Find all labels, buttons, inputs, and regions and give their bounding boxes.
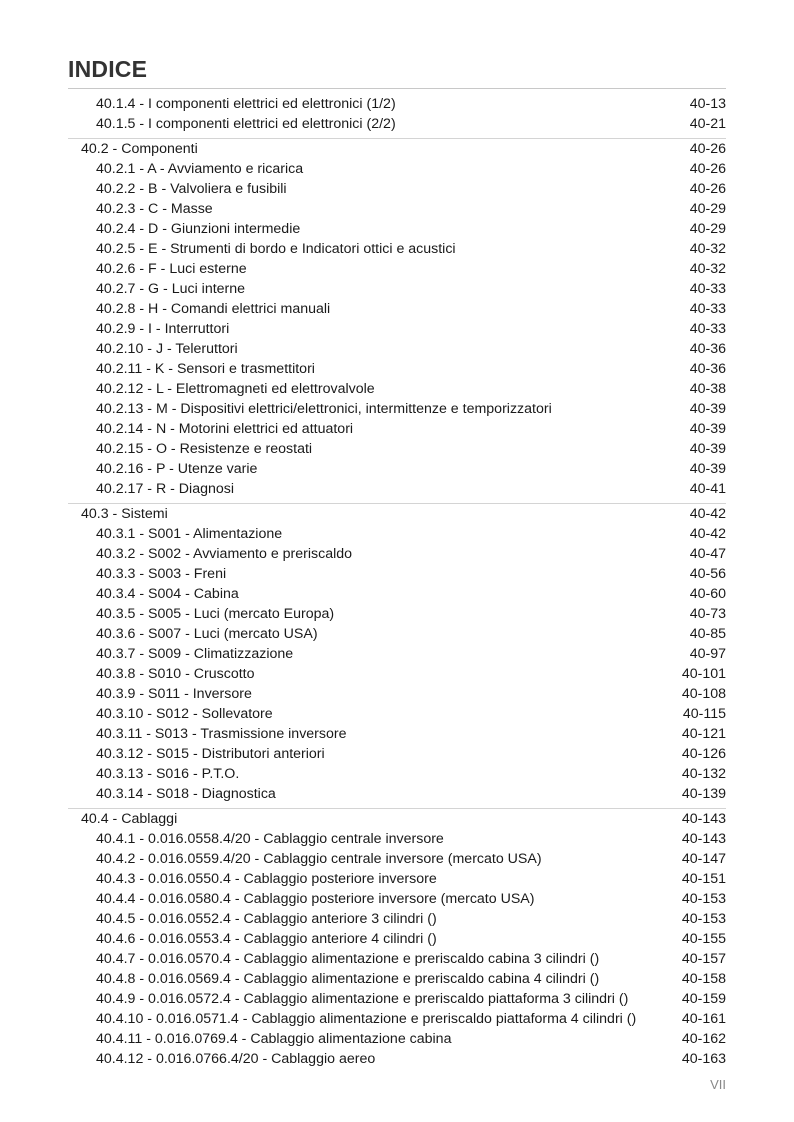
toc-entry-title: 40.3.14 - S018 - Diagnostica [96, 786, 276, 802]
toc-entry-title: 40.2.17 - R - Diagnosi [96, 481, 235, 497]
toc-entry[interactable] [68, 239, 726, 259]
toc-entry-page: 40-60 [689, 586, 726, 602]
toc-entry-title: 40.2.9 - I - Interruttori [96, 321, 230, 337]
toc-entry-page: 40-155 [681, 931, 726, 947]
toc-entry-title: 40.3.11 - S013 - Trasmissione inversore [96, 726, 347, 742]
toc-entry-title: 40.2.13 - M - Dispositivi elettrici/elettronici, intermittenze e temporizzatori [96, 401, 552, 417]
toc-entry[interactable] [68, 459, 726, 479]
toc-entry[interactable] [68, 94, 726, 114]
toc-entry-page: 40-39 [689, 421, 726, 437]
toc-entry-title: 40.4.9 - 0.016.0572.4 - Cablaggio alimentazione e preriscaldo piattaforma 3 cilindri () [96, 991, 629, 1007]
toc-entry[interactable] [68, 359, 726, 379]
toc-entry[interactable] [68, 439, 726, 459]
toc-entry[interactable] [68, 199, 726, 219]
toc-entry-page: 40-21 [689, 116, 726, 132]
toc-entry-page: 40-32 [689, 261, 726, 277]
toc-entry[interactable] [68, 869, 726, 889]
toc-entry-page: 40-29 [689, 221, 726, 237]
toc-entry-page: 40-153 [681, 891, 726, 907]
toc-entry[interactable] [68, 889, 726, 909]
toc-entry[interactable] [68, 969, 726, 989]
toc-entry[interactable] [68, 179, 726, 199]
toc-entry-title: 40.2.6 - F - Luci esterne [96, 261, 247, 277]
toc-entry[interactable] [68, 764, 726, 784]
toc-entry-title: 40.4 - Cablaggi [81, 811, 178, 827]
toc-entry-page: 40-26 [689, 161, 726, 177]
toc-entry-title: 40.4.3 - 0.016.0550.4 - Cablaggio posteriore inversore [96, 871, 437, 887]
toc-entry-title: 40.2.1 - A - Avviamento e ricarica [96, 161, 304, 177]
toc-entry-page: 40-157 [681, 951, 726, 967]
toc-section-entry[interactable] [68, 808, 726, 829]
toc-entry-page: 40-56 [689, 566, 726, 582]
toc-entry-page: 40-147 [681, 851, 726, 867]
table-of-contents [68, 94, 726, 1069]
toc-entry-title: 40.2.7 - G - Luci interne [96, 281, 246, 297]
toc-entry-page: 40-161 [681, 1011, 726, 1027]
toc-entry-title: 40.2.10 - J - Teleruttori [96, 341, 238, 357]
toc-entry[interactable] [68, 684, 726, 704]
toc-entry-title: 40.2.12 - L - Elettromagneti ed elettrovalvole [96, 381, 375, 397]
toc-entry[interactable] [68, 544, 726, 564]
toc-entry[interactable] [68, 624, 726, 644]
toc-entry[interactable] [68, 114, 726, 134]
toc-entry-page: 40-13 [689, 96, 726, 112]
toc-entry-title: 40.2.5 - E - Strumenti di bordo e Indicatori ottici e acustici [96, 241, 456, 257]
toc-entry[interactable] [68, 644, 726, 664]
page-number: VII [710, 1077, 726, 1092]
toc-entry[interactable] [68, 299, 726, 319]
toc-entry-page: 40-126 [681, 746, 726, 762]
toc-entry-page: 40-162 [681, 1031, 726, 1047]
toc-entry-page: 40-29 [689, 201, 726, 217]
toc-entry-title: 40.3.3 - S003 - Freni [96, 566, 227, 582]
toc-entry-title: 40.4.1 - 0.016.0558.4/20 - Cablaggio centrale inversore [96, 831, 444, 847]
toc-entry[interactable] [68, 929, 726, 949]
toc-entry-page: 40-36 [689, 361, 726, 377]
toc-entry-page: 40-33 [689, 281, 726, 297]
toc-entry-page: 40-151 [681, 871, 726, 887]
toc-entry-page: 40-32 [689, 241, 726, 257]
title-divider [68, 88, 726, 89]
toc-entry[interactable] [68, 259, 726, 279]
toc-entry[interactable] [68, 159, 726, 179]
toc-entry-title: 40.2.4 - D - Giunzioni intermedie [96, 221, 301, 237]
toc-entry[interactable] [68, 584, 726, 604]
toc-entry[interactable] [68, 989, 726, 1009]
toc-entry-title: 40.2.2 - B - Valvoliera e fusibili [96, 181, 287, 197]
toc-entry[interactable] [68, 949, 726, 969]
toc-entry-title: 40.3.6 - S007 - Luci (mercato USA) [96, 626, 318, 642]
toc-entry-title: 40.1.5 - I componenti elettrici ed elettronici (2/2) [96, 116, 396, 132]
toc-entry-title: 40.3 - Sistemi [81, 506, 168, 522]
toc-entry-title: 40.4.7 - 0.016.0570.4 - Cablaggio alimentazione e preriscaldo cabina 3 cilindri () [96, 951, 600, 967]
page-title: INDICE [68, 56, 148, 82]
toc-entry-page: 40-73 [689, 606, 726, 622]
toc-entry-page: 40-39 [689, 401, 726, 417]
toc-entry-page: 40-163 [681, 1051, 726, 1067]
toc-entry-page: 40-108 [681, 686, 726, 702]
toc-entry-page: 40-158 [681, 971, 726, 987]
toc-entry-title: 40.3.9 - S011 - Inversore [96, 686, 252, 702]
toc-entry-title: 40.3.2 - S002 - Avviamento e preriscaldo [96, 546, 353, 562]
toc-entry-page: 40-101 [681, 666, 726, 682]
toc-entry-title: 40.1.4 - I componenti elettrici ed elettronici (1/2) [96, 96, 396, 112]
toc-entry-title: 40.4.6 - 0.016.0553.4 - Cablaggio anteriore 4 cilindri () [96, 931, 437, 947]
toc-entry-page: 40-39 [689, 441, 726, 457]
toc-entry-page: 40-41 [689, 481, 726, 497]
toc-entry-title: 40.3.7 - S009 - Climatizzazione [96, 646, 294, 662]
toc-entry[interactable] [68, 1049, 726, 1069]
toc-entry-title: 40.3.1 - S001 - Alimentazione [96, 526, 283, 542]
toc-entry-title: 40.4.10 - 0.016.0571.4 - Cablaggio alimentazione e preriscaldo piattaforma 4 cilindri () [96, 1011, 637, 1027]
toc-entry-page: 40-47 [689, 546, 726, 562]
toc-entry[interactable] [68, 664, 726, 684]
toc-entry-title: 40.4.8 - 0.016.0569.4 - Cablaggio alimentazione e preriscaldo cabina 4 cilindri () [96, 971, 600, 987]
toc-entry[interactable] [68, 564, 726, 584]
toc-entry-page: 40-26 [689, 141, 726, 157]
toc-entry[interactable] [68, 744, 726, 764]
toc-entry-page: 40-153 [681, 911, 726, 927]
toc-entry[interactable] [68, 339, 726, 359]
toc-entry-title: 40.2.11 - K - Sensori e trasmettitori [96, 361, 315, 377]
toc-entry-title: 40.4.12 - 0.016.0766.4/20 - Cablaggio aereo [96, 1051, 376, 1067]
toc-entry-page: 40-143 [681, 811, 726, 827]
toc-entry[interactable] [68, 1009, 726, 1029]
toc-entry-title: 40.3.12 - S015 - Distributori anteriori [96, 746, 325, 762]
toc-entry-title: 40.4.4 - 0.016.0580.4 - Cablaggio posteriore inversore (mercato USA) [96, 891, 535, 907]
toc-entry[interactable] [68, 704, 726, 724]
toc-entry-title: 40.4.11 - 0.016.0769.4 - Cablaggio alimentazione cabina [96, 1031, 452, 1047]
toc-entry[interactable] [68, 419, 726, 439]
toc-entry[interactable] [68, 379, 726, 399]
toc-entry-page: 40-42 [689, 506, 726, 522]
toc-entry-title: 40.4.5 - 0.016.0552.4 - Cablaggio anteriore 3 cilindri () [96, 911, 437, 927]
toc-entry[interactable] [68, 279, 726, 299]
toc-entry-title: 40.3.10 - S012 - Sollevatore [96, 706, 273, 722]
toc-entry-title: 40.3.5 - S005 - Luci (mercato Europa) [96, 606, 335, 622]
toc-entry[interactable] [68, 219, 726, 239]
toc-entry[interactable] [68, 524, 726, 544]
toc-section-entry[interactable] [68, 138, 726, 159]
toc-entry-page: 40-33 [689, 321, 726, 337]
toc-entry-title: 40.2.3 - C - Masse [96, 201, 213, 217]
toc-entry[interactable] [68, 1029, 726, 1049]
toc-entry-title: 40.2.14 - N - Motorini elettrici ed attuatori [96, 421, 354, 437]
toc-entry[interactable] [68, 399, 726, 419]
toc-entry-title: 40.3.13 - S016 - P.T.O. [96, 766, 240, 782]
toc-entry-page: 40-121 [681, 726, 726, 742]
toc-entry[interactable] [68, 479, 726, 499]
toc-entry-page: 40-26 [689, 181, 726, 197]
toc-entry-page: 40-159 [681, 991, 726, 1007]
toc-section-entry[interactable] [68, 503, 726, 524]
toc-entry[interactable] [68, 909, 726, 929]
toc-entry-page: 40-85 [689, 626, 726, 642]
toc-entry[interactable] [68, 784, 726, 804]
toc-entry-title: 40.3.8 - S010 - Cruscotto [96, 666, 255, 682]
toc-entry-title: 40.2 - Componenti [81, 141, 198, 157]
toc-entry-page: 40-42 [689, 526, 726, 542]
toc-entry-page: 40-143 [681, 831, 726, 847]
toc-entry-page: 40-36 [689, 341, 726, 357]
toc-entry[interactable] [68, 849, 726, 869]
toc-entry-page: 40-39 [689, 461, 726, 477]
toc-entry-page: 40-132 [681, 766, 726, 782]
toc-entry-title: 40.2.8 - H - Comandi elettrici manuali [96, 301, 331, 317]
toc-entry-page: 40-139 [681, 786, 726, 802]
toc-entry[interactable] [68, 319, 726, 339]
toc-entry[interactable] [68, 724, 726, 744]
toc-entry-title: 40.3.4 - S004 - Cabina [96, 586, 239, 602]
toc-entry-title: 40.2.16 - P - Utenze varie [96, 461, 258, 477]
toc-entry-page: 40-38 [689, 381, 726, 397]
toc-entry-title: 40.2.15 - O - Resistenze e reostati [96, 441, 313, 457]
toc-entry[interactable] [68, 829, 726, 849]
toc-entry-page: 40-115 [682, 706, 726, 722]
toc-entry-title: 40.4.2 - 0.016.0559.4/20 - Cablaggio centrale inversore (mercato USA) [96, 851, 542, 867]
toc-entry-page: 40-33 [689, 301, 726, 317]
toc-entry[interactable] [68, 604, 726, 624]
toc-entry-page: 40-97 [689, 646, 726, 662]
